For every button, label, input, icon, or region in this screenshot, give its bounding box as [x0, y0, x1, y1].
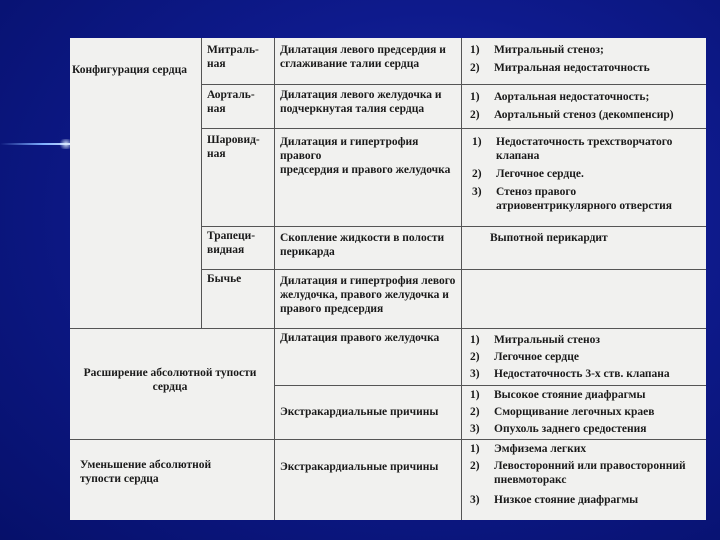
list-item: 1) Митральный стеноз [470, 334, 601, 346]
list-item: 3) Низкое стояние диафрагмы [470, 494, 639, 506]
grid-line [70, 439, 706, 440]
list-item: 3) Стеноз правого атриовентрикулярного отверстия [472, 186, 672, 212]
list-item: 1) Высокое стояние диафрагмы [470, 389, 646, 401]
list-item: Выпотной перикардит [490, 232, 608, 244]
grid-line [461, 38, 462, 520]
type-description: Дилатация левого желудочка и подчеркнутая талия сердца [280, 89, 442, 115]
dullness-decrease-label: Уменьшение абсолютной тупости сердца [80, 459, 212, 485]
cause-list [470, 388, 702, 436]
list-item: 2) Легочное сердце. [472, 168, 584, 180]
cause-list [470, 43, 702, 75]
list-item: 2) Сморщивание легочных краев [470, 406, 655, 418]
type-description: Дилатация и гипертрофия левого желудочка, правого желудочка и правого предсердия [280, 275, 456, 315]
grid-line [201, 38, 202, 328]
type-name: Трапеци- видная [207, 230, 256, 256]
grid-line [201, 269, 706, 270]
type-description: Скопление жидкости в полости перикарда [280, 232, 445, 258]
subrow-description: Экстракардиальные причины [280, 461, 439, 473]
grid-line [201, 84, 706, 85]
list-item: 1) Аортальная недостаточность; [470, 91, 650, 103]
grid-line [70, 328, 706, 329]
grid-line [201, 226, 706, 227]
cause-list [470, 442, 702, 507]
cause-list [470, 333, 702, 381]
type-name: Бычье [207, 273, 242, 285]
grid-line [201, 128, 706, 129]
cause-list [472, 135, 702, 213]
list-item: 3) Опухоль заднего средостения [470, 423, 647, 435]
configuration-label: Конфигурация сердца [72, 64, 187, 76]
list-item: 1) Эмфизема легких [470, 443, 587, 455]
type-description: Дилатация левого предсердия и сглаживание талии сердца [280, 44, 446, 70]
dullness-increase-label: Расширение абсолютной тупости сердца [83, 367, 257, 393]
type-description: Дилатация и гипертрофия правого предсердия и правого желудочка [280, 136, 451, 176]
cause-list [490, 231, 702, 245]
list-item: 1) Недостаточность трехстворчатого клапана [472, 136, 673, 162]
scanned-table [70, 38, 706, 520]
grid-line [274, 385, 706, 386]
type-name: Шаровид- ная [207, 134, 260, 160]
cause-list [470, 90, 702, 122]
list-item: 3) Недостаточность 3-х ств. клапана [470, 368, 670, 380]
subrow-description: Дилатация правого желудочка [280, 332, 440, 344]
list-item: 2) Левосторонний или правосторонний пневмоторакс [470, 460, 686, 486]
list-item: 2) Легочное сердце [470, 351, 579, 363]
subrow-description: Экстракардиальные причины [280, 406, 439, 418]
type-name: Аорталь- ная [207, 89, 255, 115]
list-item: 2) Митральная недостаточность [470, 62, 650, 74]
list-item: 2) Аортальный стеноз (декомпенсир) [470, 109, 674, 121]
grid-line [274, 38, 275, 520]
type-name: Митраль- ная [207, 44, 259, 70]
list-item: 1) Митральный стеноз; [470, 44, 604, 56]
